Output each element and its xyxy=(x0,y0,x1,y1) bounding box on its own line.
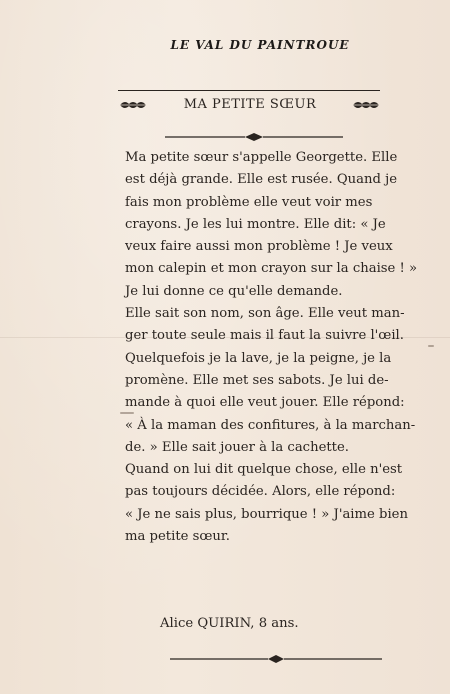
article-line: mon calepin et mon crayon sur la chaise ! » xyxy=(125,261,418,277)
print-speck xyxy=(120,412,134,414)
print-speck xyxy=(428,345,434,347)
article-line: est déjà grande. Elle est rusée. Quand je xyxy=(125,172,398,188)
journal-title: LE VAL DU PAINTROUE xyxy=(170,38,350,52)
article-signature: Alice QUIRIN, 8 ans. xyxy=(160,616,299,631)
header-rule xyxy=(118,90,380,91)
article-line: Ma petite sœur s'appelle Georgette. Elle xyxy=(125,150,398,165)
article-line: Elle sait son nom, son âge. Elle veut man- xyxy=(125,306,405,322)
article-body xyxy=(125,147,418,548)
article-line: ger toute seule mais il faut la suivre l'œil. xyxy=(125,328,404,344)
article-line: fais mon problème elle veut voir mes xyxy=(125,194,373,210)
article-line: crayons. Je les lui montre. Elle dit: « Je xyxy=(125,216,386,232)
article-line: de. » Elle sait jouer à la cachette. xyxy=(125,439,349,455)
section-title: MA PETITE SŒUR xyxy=(183,97,317,112)
article-line: Quelquefois je la lave, je la peigne, je la xyxy=(125,350,392,366)
article-line: ma petite sœur. xyxy=(125,529,230,545)
divider-top xyxy=(165,132,343,142)
ornament-left-icon xyxy=(118,96,148,114)
ornament-right-icon xyxy=(351,96,381,114)
divider-bottom xyxy=(170,654,382,664)
article-line: « À la maman des confitures, à la marchan- xyxy=(125,417,416,433)
article-line: Quand on lui dit quelque chose, elle n'est xyxy=(125,462,403,478)
article-line: mande à quoi elle veut jouer. Elle répond: xyxy=(125,395,405,411)
article-line: Je lui donne ce qu'elle demande. xyxy=(125,283,343,299)
article-line: pas toujours décidée. Alors, elle répond: xyxy=(125,484,396,500)
article-line: « Je ne sais plus, bourrique ! » J'aime bien xyxy=(125,506,408,522)
article-line: promène. Elle met ses sabots. Je lui de- xyxy=(125,372,389,388)
article-line: veux faire aussi mon problème ! Je veux xyxy=(125,239,393,255)
